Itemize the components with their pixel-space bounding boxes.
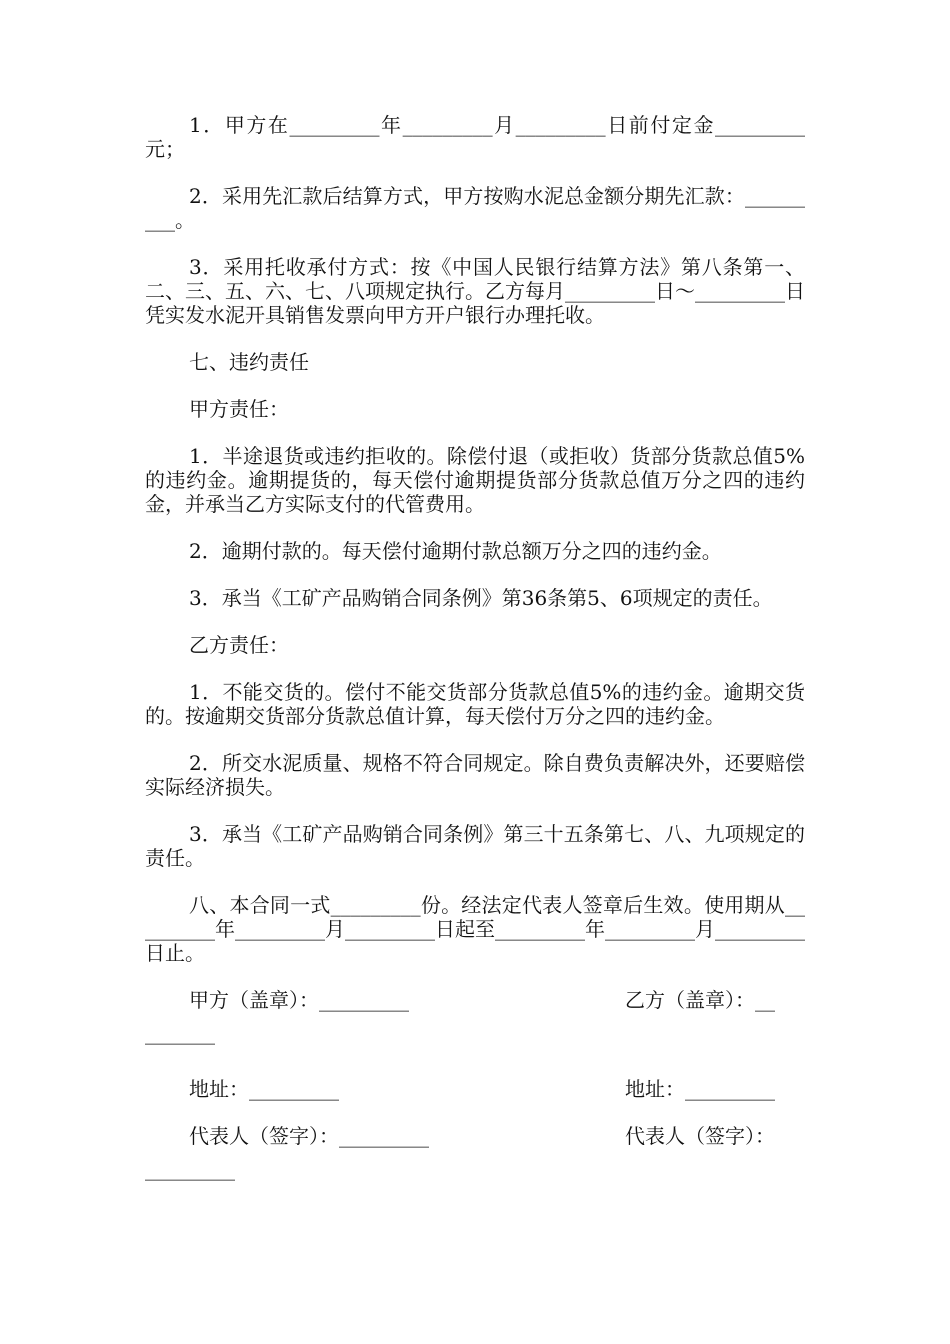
party-a-liability-item-3: 3．承当《工矿产品购销合同条例》第36条第5、6项规定的责任。	[189, 586, 773, 610]
seal-row	[145, 988, 805, 1012]
section-eight-validity: 八、本合同一式_________份。经法定代表人签章后生效。使用期从_________年_________月_________日起至_________年_________月_________日止。	[145, 893, 805, 965]
address-row	[145, 1077, 805, 1101]
party-b-seal-blank-tail: _______	[145, 1021, 215, 1045]
section-heading-liability: 七、违约责任	[189, 350, 309, 374]
party-b-liability-heading: 乙方责任：	[189, 633, 289, 657]
party-b-liability-item-2: 2．所交水泥质量、规格不符合同规定。除自费负责解决外，还要赔偿实际经济损失。	[145, 751, 805, 799]
party-b-liability-item-3: 3．承当《工矿产品购销合同条例》第三十五条第七、八、九项规定的责任。	[145, 822, 805, 870]
party-b-representative-blank-tail: _________	[145, 1157, 235, 1181]
party-b-seal: 乙方（盖章）：__	[625, 988, 775, 1012]
payment-collection-clause: 3．采用托收承付方式：按《中国人民银行结算方法》第八条第一、二、三、五、六、七、八项规定执行。乙方每月_________日～_________日凭实发水泥开具销售发票向甲方开户银行办理托收。	[145, 255, 805, 327]
party-b-address: 地址：_________	[625, 1077, 775, 1101]
party-b-representative: 代表人（签字）：	[625, 1124, 775, 1148]
contract-page	[145, 113, 805, 1204]
payment-remit-clause: 2．采用先汇款后结算方式，甲方按购水泥总金额分期先汇款：_________。	[145, 184, 805, 232]
party-a-seal: 甲方（盖章）：_________	[189, 988, 409, 1012]
party-b-liability-item-1: 1．不能交货的。偿付不能交货部分货款总值5%的违约金。逾期交货的。按逾期交货部分货款总值计算，每天偿付万分之四的违约金。	[145, 680, 805, 728]
representative-row	[145, 1124, 805, 1148]
party-a-liability-item-2: 2．逾期付款的。每天偿付逾期付款总额万分之四的违约金。	[189, 539, 722, 563]
party-a-liability-heading: 甲方责任：	[189, 397, 289, 421]
payment-deposit-clause: 1．甲方在_________年_________月_________日前付定金_________元；	[145, 113, 805, 161]
party-a-address: 地址：_________	[189, 1077, 339, 1101]
party-a-representative: 代表人（签字）：_________	[189, 1124, 429, 1148]
party-a-liability-item-1: 1．半途退货或违约拒收的。除偿付退（或拒收）货部分货款总值5%的违约金。逾期提货的，每天偿付逾期提货部分货款总值万分之四的违约金，并承当乙方实际支付的代管费用。	[145, 444, 805, 516]
